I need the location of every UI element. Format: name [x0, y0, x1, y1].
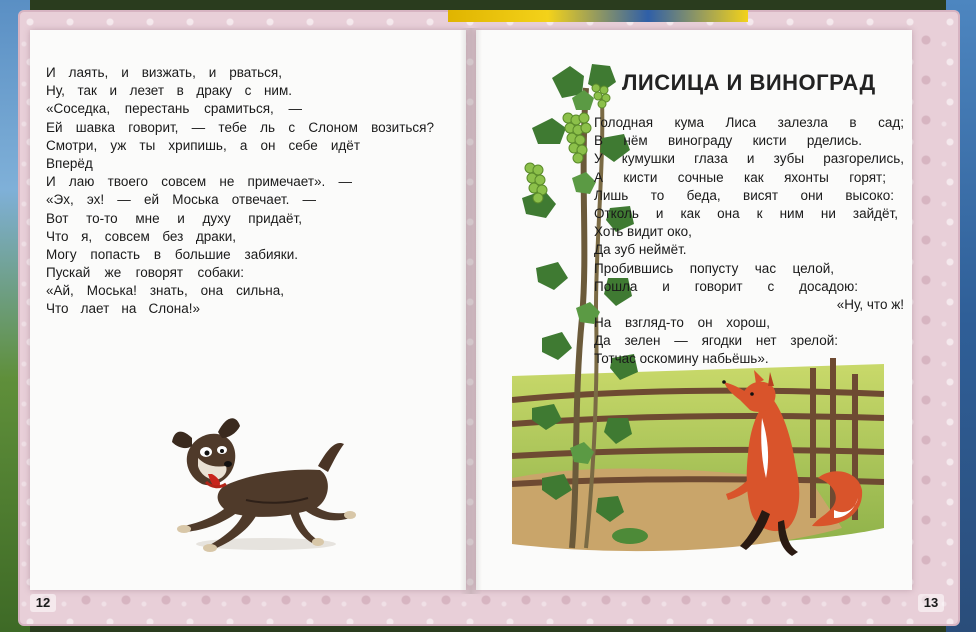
poem-line: Вперёд	[46, 155, 93, 171]
poem-line: Пускай же говорят собаки:	[46, 265, 244, 281]
fox-nose	[722, 380, 726, 384]
page-title: ЛИСИЦА И ВИНОГРАД	[622, 70, 876, 95]
poem-line: Хоть видит око,	[594, 224, 692, 240]
poem-line: Смотри, уж ты хрипишь, а он себе идёт	[46, 137, 360, 153]
dog-nose	[224, 461, 232, 467]
right-poem-text	[594, 114, 904, 369]
poem-line: Пробившись попусту час целой,	[594, 260, 834, 276]
poem-line: А кисти сочные как яхонты горят;	[594, 169, 886, 185]
left-poem-text	[46, 64, 446, 319]
dog-ear	[218, 418, 240, 438]
poem-line: Да зелен — ягодки нет зрелой:	[594, 333, 838, 349]
dog-tail	[318, 443, 344, 472]
poem-line: Лишь то беда, висят они высоко:	[594, 187, 894, 203]
poem-line: Да зуб неймёт.	[594, 242, 687, 258]
poem-line: «Ну, что ж!	[836, 296, 904, 312]
poem-line: Ей шавка говорит, — тебе ль с Слоном возиться?	[46, 119, 434, 135]
poem-line: Отколь и как она к ним ни зайдёт,	[594, 205, 898, 221]
dog-hind-leg	[302, 502, 350, 520]
poem-line: «Эх, эх! — ей Моська отвечает. —	[46, 192, 316, 208]
poem-line: Пошла и говорит с досадою:	[594, 278, 858, 294]
poem-line: «Ай, Моська! знать, она сильна,	[46, 283, 284, 299]
page-number-left: 12	[30, 594, 56, 612]
poem-line: И лаять, и визжать, и рваться,	[46, 65, 282, 80]
poem-line: Голодная кума Лиса залезла в сад;	[594, 115, 904, 130]
dog-front-leg	[184, 506, 238, 532]
poem-line: Тотчас оскомину набьёшь».	[594, 351, 769, 367]
book-gutter	[460, 28, 482, 594]
poem-line: У кумушки глаза и зубы разгорелись,	[594, 151, 904, 167]
cover-edge-strip	[448, 10, 748, 22]
poem-line: Могу попасть в большие забияки.	[46, 246, 298, 262]
poem-line: Что лает на Слона!»	[46, 301, 200, 317]
dog-illustration	[168, 408, 358, 558]
poem-line: Ну, так и лезет в драку с ним.	[46, 83, 292, 99]
dog-ear	[172, 432, 192, 448]
poem-line: Что я, совсем без драки,	[46, 228, 236, 244]
poem-line: На взгляд-то он хорош,	[594, 315, 770, 331]
poem-line: Вот то-то мне и духу придаёт,	[46, 210, 302, 226]
poem-line: «Соседка, перестань срамиться, —	[46, 101, 302, 117]
poem-line: И лаю твоего совсем не примечает». —	[46, 174, 352, 190]
grape-cluster	[592, 84, 610, 108]
page-number-right: 13	[918, 594, 944, 612]
poem-line: В нём винограду кисти рделись.	[594, 133, 862, 149]
